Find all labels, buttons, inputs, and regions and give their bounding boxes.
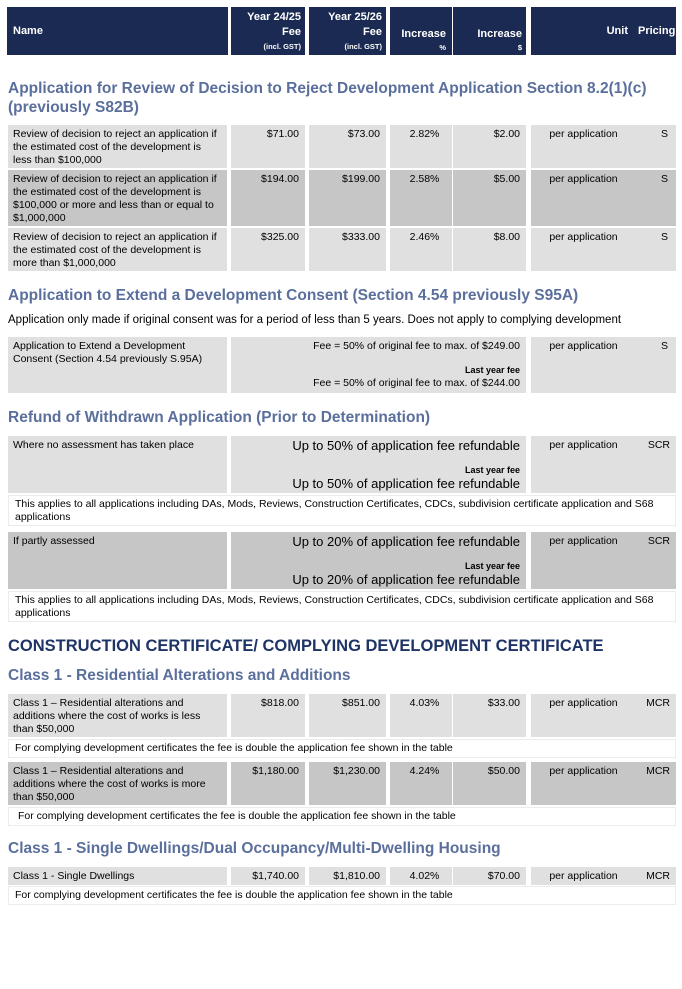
- class1-row-2-unit: per application: [531, 762, 636, 805]
- header-unit-cell: [531, 7, 636, 55]
- review-row-3-fee2: $333.00: [309, 228, 386, 271]
- refund-row-2-unit: per application: [531, 532, 636, 589]
- single-row-note: For complying development certificates the fee is double the application fee shown in the table: [8, 886, 676, 905]
- class1-row-1-note: For complying development certificates the fee is double the application fee shown in the table: [8, 739, 676, 758]
- extend-row-unit: per application: [531, 337, 636, 393]
- review-row-1-unit: per application: [531, 125, 636, 168]
- review-row-2-pct: 2.58%: [390, 170, 452, 226]
- refund-row-1-fee: Up to 50% of application fee refundable: [292, 438, 520, 453]
- review-row-1-fee1: $71.00: [231, 125, 305, 168]
- refund-row-2-last-label: Last year fee: [464, 561, 520, 571]
- col-unit-label: Unit: [606, 25, 628, 37]
- refund-row-1-fee-block: [231, 436, 526, 493]
- col-year2-gst: (incl. GST): [344, 42, 382, 51]
- class1-row-2-inc: $50.00: [453, 762, 526, 805]
- refund-row-1-note: This applies to all applications including DAs, Mods, Reviews, Construction Certificates, CDCs, subdivision certificate application and S68 applications: [8, 495, 676, 526]
- header-year2-cell: [309, 7, 386, 55]
- col-year2-fee: Fee: [363, 26, 382, 38]
- refund-row-2-fee: Up to 20% of application fee refundable: [292, 534, 520, 549]
- review-row-1-inc: $2.00: [453, 125, 526, 168]
- extend-row-fee: Fee = 50% of original fee to max. of $249.00: [313, 340, 520, 352]
- section-title-review: Application for Review of Decision to Reject Development Application Section 8.2(1)(c) (previously S82B): [8, 80, 647, 116]
- header-year1-cell: [231, 7, 305, 55]
- class1-row-2-fee1: $1,180.00: [231, 762, 305, 805]
- refund-row-1-name: Where no assessment has taken place: [8, 436, 227, 493]
- col-year2-label: Year 25/26: [328, 11, 382, 23]
- single-row-pct: 4.02%: [390, 867, 452, 885]
- col-year1-fee: Fee: [282, 26, 301, 38]
- review-row-2-fee2: $199.00: [309, 170, 386, 226]
- extend-row-last-label: Last year fee: [464, 365, 520, 375]
- header-increase-pct-cell: [390, 7, 452, 55]
- refund-row-2-last-fee: Up to 20% of application fee refundable: [292, 572, 520, 587]
- refund-row-2-pricing: SCR: [636, 532, 676, 589]
- class1-row-1-inc: $33.00: [453, 694, 526, 737]
- refund-row-2-fee-block: [231, 532, 526, 589]
- extend-row-name: Application to Extend a Development Consent (Section 4.54 previously S.95A): [8, 337, 227, 393]
- header-name-cell: [7, 7, 228, 55]
- review-row-2-name: Review of decision to reject an application if the estimated cost of the development is $100,000 or more and less than or equal to $1,000,000: [8, 170, 227, 226]
- section-title-refund: Refund of Withdrawn Application (Prior to Determination): [8, 409, 431, 426]
- review-row-3-pct: 2.46%: [390, 228, 452, 271]
- section-title-single-dwellings: Class 1 - Single Dwellings/Dual Occupancy/Multi-Dwelling Housing: [8, 840, 501, 857]
- class1-row-1-pct: 4.03%: [390, 694, 452, 737]
- refund-row-1-unit: per application: [531, 436, 636, 493]
- extend-row-pricing: S: [636, 337, 676, 393]
- review-row-3-fee1: $325.00: [231, 228, 305, 271]
- refund-row-2-name: If partly assessed: [8, 532, 227, 589]
- col-name-label: Name: [13, 25, 43, 37]
- single-row-pricing: MCR: [636, 867, 676, 885]
- class1-row-1-pricing: MCR: [636, 694, 676, 737]
- class1-row-1-fee1: $818.00: [231, 694, 305, 737]
- review-row-2-inc: $5.00: [453, 170, 526, 226]
- extend-note: Application only made if original consent was for a period of less than 5 years. Does not apply to complying development: [8, 314, 622, 326]
- refund-row-2-note: This applies to all applications including DAs, Mods, Reviews, Construction Certificates, CDCs, subdivision certificate application and S68 applications: [8, 591, 676, 622]
- col-inc-dollar-label: Increase: [477, 28, 522, 40]
- col-year1-gst: (incl. GST): [263, 42, 301, 51]
- single-row-unit: per application: [531, 867, 636, 885]
- class1-row-1-name: Class 1 – Residential alterations and additions where the cost of works is less than $50,000: [8, 694, 227, 737]
- class1-row-2-note: For complying development certificates the fee is double the application fee shown in the table: [8, 807, 676, 826]
- class1-row-2-pct: 4.24%: [390, 762, 452, 805]
- review-row-3-pricing: S: [636, 228, 676, 271]
- review-row-3-unit: per application: [531, 228, 636, 271]
- review-row-1-pricing: S: [636, 125, 676, 168]
- review-row-1-name: Review of decision to reject an application if the estimated cost of the development is less than $100,000: [8, 125, 227, 168]
- single-row-inc: $70.00: [453, 867, 526, 885]
- review-row-2-pricing: S: [636, 170, 676, 226]
- class1-row-1-unit: per application: [531, 694, 636, 737]
- review-row-3-inc: $8.00: [453, 228, 526, 271]
- col-inc-pct-unit: %: [439, 43, 446, 52]
- class1-row-2-fee2: $1,230.00: [309, 762, 386, 805]
- section-title-extend: Application to Extend a Development Consent (Section 4.54 previously S95A): [8, 287, 579, 304]
- col-inc-pct-label: Increase: [401, 28, 446, 40]
- single-row-fee2: $1,810.00: [309, 867, 386, 885]
- review-row-3-name: Review of decision to reject an application if the estimated cost of the development is more than $1,000,000: [8, 228, 227, 271]
- class1-row-1-fee2: $851.00: [309, 694, 386, 737]
- section-title-construction-certificate: CONSTRUCTION CERTIFICATE/ COMPLYING DEVELOPMENT CERTIFICATE: [8, 637, 604, 655]
- single-row-name: Class 1 - Single Dwellings: [8, 867, 227, 885]
- refund-row-1-last-label: Last year fee: [464, 465, 520, 475]
- header-pricing-cell: [636, 7, 676, 55]
- single-row-fee1: $1,740.00: [231, 867, 305, 885]
- class1-row-2-pricing: MCR: [636, 762, 676, 805]
- col-pricing-label: Pricing: [638, 25, 676, 37]
- class1-row-2-name: Class 1 – Residential alterations and additions where the cost of works is more than $50,000: [8, 762, 227, 805]
- extend-row-last-fee: Fee = 50% of original fee to max. of $244.00: [313, 377, 520, 389]
- review-row-2-unit: per application: [531, 170, 636, 226]
- header-increase-dollar-cell: [453, 7, 526, 55]
- refund-row-1-pricing: SCR: [636, 436, 676, 493]
- extend-row-fee-block: [231, 337, 526, 393]
- col-year1-label: Year 24/25: [247, 11, 301, 23]
- col-inc-dollar-unit: $: [517, 43, 522, 52]
- refund-row-1-last-fee: Up to 50% of application fee refundable: [292, 476, 520, 491]
- section-title-class1-alterations: Class 1 - Residential Alterations and Additions: [8, 667, 351, 684]
- review-row-1-pct: 2.82%: [390, 125, 452, 168]
- review-row-1-fee2: $73.00: [309, 125, 386, 168]
- review-row-2-fee1: $194.00: [231, 170, 305, 226]
